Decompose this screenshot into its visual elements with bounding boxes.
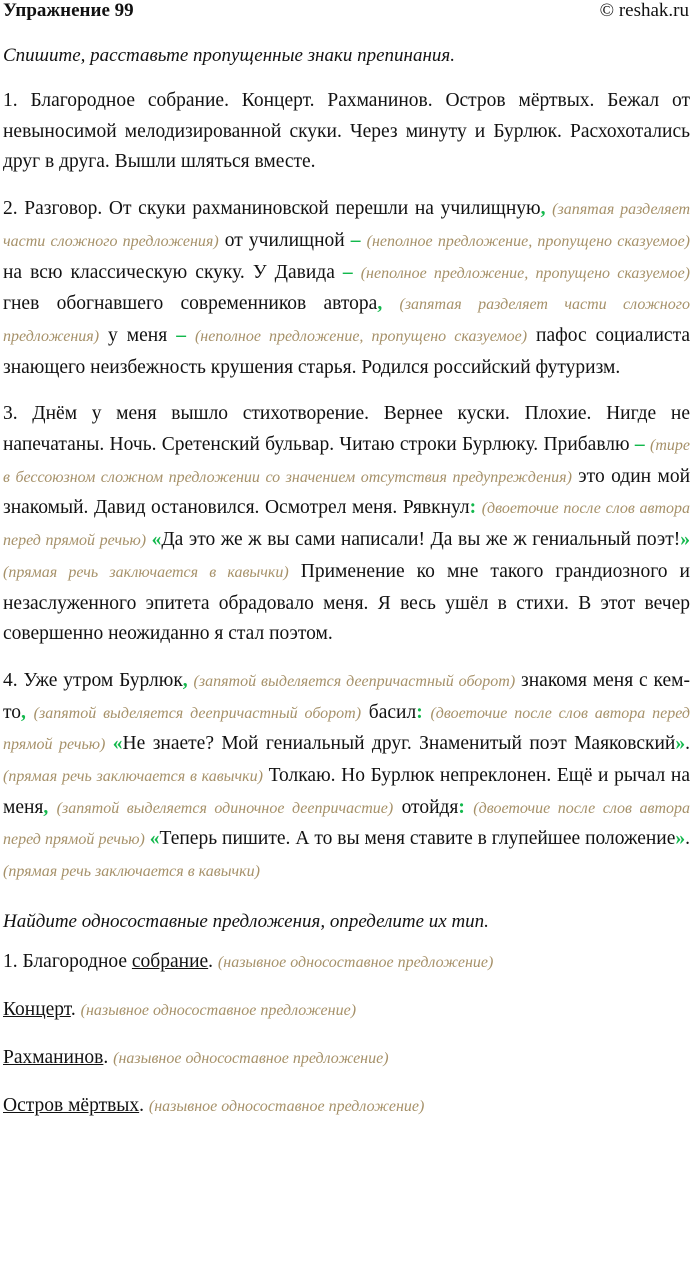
text-segment: .: [208, 950, 218, 972]
text-segment: пафос социалиста знающего неизбежность крушения старья. Родился российский футуризм.: [3, 324, 690, 378]
subject-word: собрание: [131, 950, 209, 972]
text-segment: 1. Благородное собрание. Концерт. Рахманинов. Остров мёртвых. Бежал от невыносимой мелодизированной скуки. Через минуту и Бурлюк. Расхохотались друг в друга. Вышли шляться вместе.: [3, 90, 690, 173]
inserted-mark: »: [675, 733, 686, 755]
inserted-mark: ,: [21, 701, 26, 723]
text-segment: Толкаю. Но Бурлюк непреклонен. Ещё и рычал на меня: [3, 765, 690, 818]
comment: (двоеточие после слов автора перед прямой речью): [3, 799, 690, 849]
text-segment: басил: [361, 701, 417, 723]
comment: (назывное односоставное предложение): [80, 1001, 357, 1019]
text-segment: 1. Благородное: [3, 950, 132, 972]
page: [3, 0, 690, 1142]
task-instruction-2: Найдите односоставные предложения, определите их тип.: [3, 910, 489, 932]
text-segment: .: [70, 998, 81, 1020]
comment: (запятой выделяется деепричастный оборот): [193, 672, 516, 690]
comment: (запятой выделяется деепричастный оборот): [33, 704, 362, 722]
comment: (прямая речь заключается в кавычки): [3, 563, 289, 581]
task-instruction: Спишите, расставьте пропущенные знаки препинания.: [3, 45, 455, 66]
text-segment: гнев обогнавшего современников автора: [3, 293, 378, 315]
comment: (неполное предложение, пропущено сказуемое): [194, 327, 528, 345]
comment: (тире в бессоюзном сложном предложении со значением отсутствия предупреждения): [3, 437, 690, 486]
text-segment: у меня: [99, 324, 177, 346]
inserted-mark: –: [634, 434, 645, 456]
paragraph-3: [3, 399, 690, 650]
comment: (назывное односоставное предложение): [217, 953, 494, 971]
answer-item: [3, 998, 690, 1046]
text-segment: [48, 797, 56, 818]
text-segment: [186, 325, 195, 346]
inserted-mark: «: [112, 733, 123, 755]
answer-list: [3, 950, 690, 1142]
inserted-mark: «: [149, 828, 160, 850]
inserted-mark: ,: [43, 796, 49, 818]
site-label: © reshak.ru: [599, 0, 689, 21]
inserted-mark: –: [176, 324, 186, 346]
inserted-mark: :: [458, 796, 465, 818]
inserted-mark: :: [469, 497, 477, 519]
comment: (двоеточие после слов автора перед прямой речью): [3, 704, 691, 754]
text-segment: .: [685, 828, 691, 850]
inserted-mark: ,: [540, 198, 546, 220]
text-segment: Применение ко мне такого грандиозного и незаслуженного эпитета обрадовало меня. Я весь ушёл в стихи. В этот вечер совершенно неожиданно я стал поэтом.: [3, 560, 690, 645]
subject-word: Остров мёртвых: [3, 1094, 140, 1116]
text-segment: Да это же ж вы сами написали! Да вы же ж гениальный поэт!: [161, 529, 681, 551]
inserted-mark: :: [416, 701, 423, 723]
text-segment: [105, 733, 112, 754]
text-segment: Не знаете? Мой гениальный друг. Знаменитый поэт Маяковский: [122, 733, 676, 755]
comment: (прямая речь заключается в кавычки): [3, 768, 263, 786]
inserted-mark: »: [675, 828, 686, 850]
text-segment: это один мой знакомый. Давид остановился. Осмотрел меня. Рявкнул: [3, 465, 691, 519]
subject-word: Концерт: [3, 998, 71, 1020]
text-segment: .: [103, 1046, 114, 1068]
comment: (прямая речь заключается в кавычки): [3, 863, 260, 881]
text-segment: .: [685, 733, 690, 755]
comment: (запятая разделяет части сложного предложения): [3, 296, 690, 345]
comment: (назывное односоставное предложение): [113, 1049, 389, 1067]
exercise-text: [3, 86, 690, 888]
paragraph-2: [3, 194, 690, 383]
text-segment: на всю классическую скуку. У Давида: [3, 261, 343, 283]
paragraph-4: [3, 666, 690, 888]
text-segment: Теперь пишите. А то вы меня ставите в глупейшее положение: [159, 828, 676, 850]
comment: (неполное предложение, пропущено сказуемое): [360, 264, 691, 282]
comment: (запятая разделяет части сложного предложения): [3, 201, 691, 250]
subject-word: Рахманинов: [3, 1046, 104, 1068]
exercise-title: Упражнение 99: [3, 0, 134, 21]
comment: (назывное односоставное предложение): [148, 1097, 425, 1115]
header: [3, 0, 690, 22]
text-segment: 3. Днём у меня вышло стихотворение. Вернее куски. Плохие. Нигде не напечатаны. Ночь. Сретенский бульвар. Читаю строки Бурлюку. Прибавлю: [3, 403, 690, 456]
inserted-mark: ,: [377, 293, 383, 315]
comment: (двоеточие после слов автора перед прямой речью): [3, 500, 690, 550]
text-segment: [382, 293, 399, 314]
answer-item: [3, 1094, 690, 1142]
inserted-mark: –: [342, 261, 353, 283]
comment: (запятой выделяется одиночное деепричастие): [56, 799, 394, 817]
text-segment: [26, 702, 34, 723]
text-segment: [353, 262, 361, 283]
inserted-mark: –: [350, 229, 361, 251]
answer-item: [3, 950, 690, 998]
answer-item: [3, 1046, 690, 1094]
text-segment: от училищной: [218, 229, 351, 251]
text-segment: 2. Разговор. От скуки рахманиновской перешли на училищную: [3, 198, 541, 220]
text-segment: отойдя: [393, 796, 459, 818]
inserted-mark: ,: [182, 669, 188, 691]
inserted-mark: »: [680, 529, 691, 551]
paragraph-1: [3, 86, 690, 178]
text-segment: .: [139, 1094, 149, 1116]
inserted-mark: «: [151, 529, 162, 551]
text-segment: знакомя меня с кем-то: [3, 669, 691, 723]
comment: (неполное предложение, пропущено сказуемое): [366, 232, 691, 250]
text-segment: 4. Уже утром Бурлюк: [3, 669, 183, 691]
